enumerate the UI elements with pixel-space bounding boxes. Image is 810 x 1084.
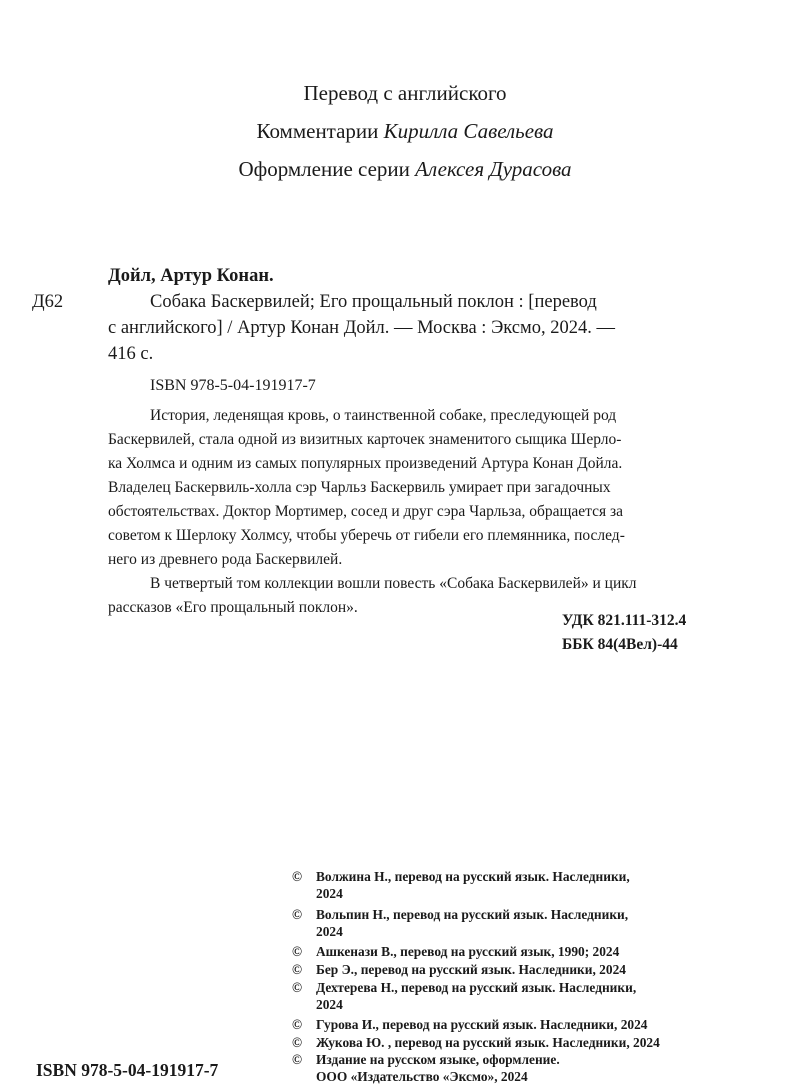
- copyright-symbol: ©: [292, 980, 303, 995]
- copyright-text: 2024: [316, 997, 343, 1012]
- bbk-code: ББК 84(4Вел)-44: [562, 636, 678, 653]
- copyright-text: Ашкенази В., перевод на русский язык, 1990; 2024: [316, 944, 620, 959]
- annotation-line: советом к Шерлоку Холмсу, чтобы уберечь от гибели его племянника, послед-: [108, 527, 625, 544]
- udk-code: УДК 821.111-312.4: [562, 612, 687, 629]
- comments-credit: [0, 119, 810, 144]
- copyright-symbol: ©: [292, 944, 303, 959]
- copyright-symbol: ©: [292, 1052, 303, 1067]
- copyright-text: Гурова И., перевод на русский язык. Наследники, 2024: [316, 1017, 648, 1032]
- catalog-title-line2: с английского] / Артур Конан Дойл. — Москва : Эксмо, 2024. —: [108, 318, 615, 338]
- copyright-text: 2024: [316, 924, 343, 939]
- copyright-symbol: ©: [292, 907, 303, 922]
- design-prefix: Оформление серии: [238, 157, 410, 181]
- translation-credit: Перевод с английского: [303, 81, 507, 105]
- copyright-symbol: ©: [292, 1017, 303, 1032]
- catalog-pages: 416 с.: [108, 344, 154, 364]
- bottom-isbn: ISBN 978-5-04-191917-7: [36, 1060, 219, 1080]
- annotation-line: рассказов «Его прощальный поклон».: [108, 599, 358, 616]
- copyright-text: Бер Э., перевод на русский язык. Наследники, 2024: [316, 962, 626, 977]
- annotation-line: ка Холмса и одним из самых популярных произведений Артура Конан Дойла.: [108, 455, 623, 472]
- design-credit: [0, 157, 810, 182]
- copyright-text: Издание на русском языке, оформление.: [316, 1052, 560, 1067]
- catalog-code: Д62: [32, 292, 64, 312]
- copyright-text: Жукова Ю. , перевод на русский язык. Наследники, 2024: [316, 1035, 660, 1050]
- comments-prefix: Комментарии: [256, 119, 379, 143]
- copyright-text: Волжина Н., перевод на русский язык. Наследники,: [316, 869, 630, 884]
- comments-name: Кирилла Савельева: [383, 119, 554, 143]
- copyright-symbol: ©: [292, 869, 303, 884]
- annotation-line: История, леденящая кровь, о таинственной собаке, преследующей род: [150, 407, 617, 424]
- catalog-author: Дойл, Артур Конан.: [108, 266, 274, 286]
- catalog-title-line1: Собака Баскервилей; Его прощальный поклон : [перевод: [150, 292, 597, 312]
- catalog-isbn: ISBN 978-5-04-191917-7: [150, 377, 316, 394]
- design-name: Алексея Дурасова: [415, 157, 572, 181]
- annotation-line: обстоятельствах. Доктор Мортимер, сосед и друг сэра Чарльза, обращается за: [108, 503, 624, 520]
- annotation-line: него из древнего рода Баскервилей.: [108, 551, 343, 568]
- copyright-symbol: ©: [292, 1035, 303, 1050]
- annotation-line: Баскервилей, стала одной из визитных карточек знаменитого сыщика Шерло-: [108, 431, 622, 448]
- copyright-text: ООО «Издательство «Эксмо», 2024: [316, 1069, 528, 1084]
- copyright-block: [292, 869, 792, 1084]
- annotation-line: Владелец Баскервиль-холла сэр Чарльз Баскервиль умирает при загадочных: [108, 479, 611, 496]
- copyright-text: 2024: [316, 886, 343, 901]
- annotation-line: В четвертый том коллекции вошли повесть «Собака Баскервилей» и цикл: [150, 575, 637, 592]
- copyright-symbol: ©: [292, 962, 303, 977]
- copyright-text: Дехтерева Н., перевод на русский язык. Наследники,: [316, 980, 637, 995]
- copyright-text: Вольпин Н., перевод на русский язык. Наследники,: [316, 907, 629, 922]
